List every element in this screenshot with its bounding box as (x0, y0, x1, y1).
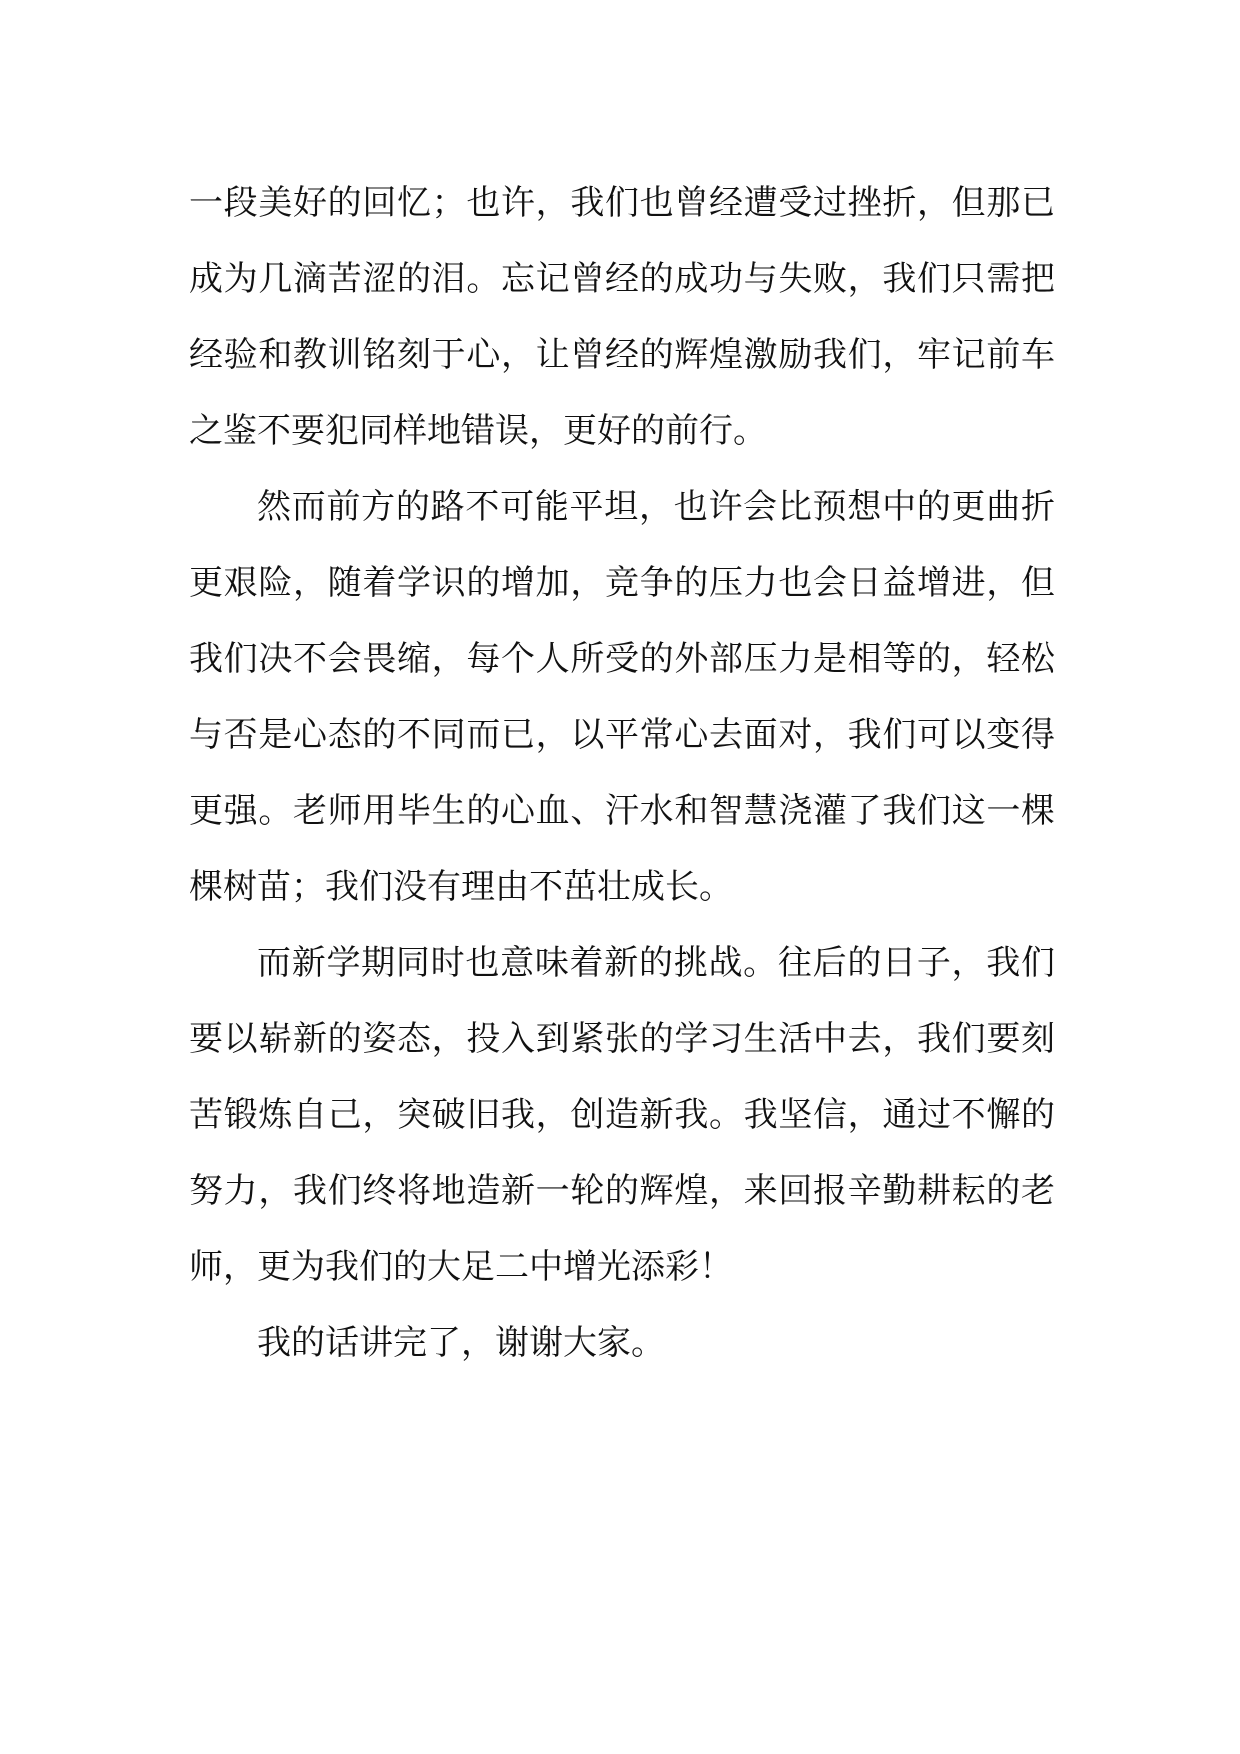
text-line: 棵树苗；我们没有理由不茁壮成长。 (189, 867, 733, 907)
speech-text (189, 165, 1055, 1381)
text-line: 之鉴不要犯同样地错误，更好的前行。 (189, 411, 767, 451)
text-line: 一段美好的回忆；也许，我们也曾经遭受过挫折，但那已 (189, 183, 1055, 223)
text-line: 苦锻炼自己，突破旧我，创造新我。我坚信，通过不懈的 (189, 1095, 1055, 1135)
text-line: 更强。老师用毕生的心血、汗水和智慧浇灌了我们这一棵 (189, 791, 1055, 831)
text-line: 努力，我们终将地造新一轮的辉煌，来回报辛勤耕耘的老 (189, 1171, 1055, 1211)
paragraph-first-line: 而新学期同时也意味着新的挑战。往后的日子，我们 (257, 943, 1055, 983)
text-line: 更艰险，随着学识的增加，竞争的压力也会日益增进，但 (189, 563, 1055, 603)
text-line: 成为几滴苦涩的泪。忘记曾经的成功与失败，我们只需把 (189, 259, 1055, 299)
text-line: 要以崭新的姿态，投入到紧张的学习生活中去，我们要刻 (189, 1019, 1055, 1059)
text-line: 师，更为我们的大足二中增光添彩！ (189, 1247, 733, 1287)
paragraph-first-line: 然而前方的路不可能平坦，也许会比预想中的更曲折 (257, 487, 1055, 527)
text-line: 与否是心态的不同而已，以平常心去面对，我们可以变得 (189, 715, 1055, 755)
closing-line: 我的话讲完了，谢谢大家。 (257, 1323, 665, 1363)
text-line: 我们决不会畏缩，每个人所受的外部压力是相等的，轻松 (189, 639, 1055, 679)
text-line: 经验和教训铭刻于心，让曾经的辉煌激励我们，牢记前车 (189, 335, 1055, 375)
